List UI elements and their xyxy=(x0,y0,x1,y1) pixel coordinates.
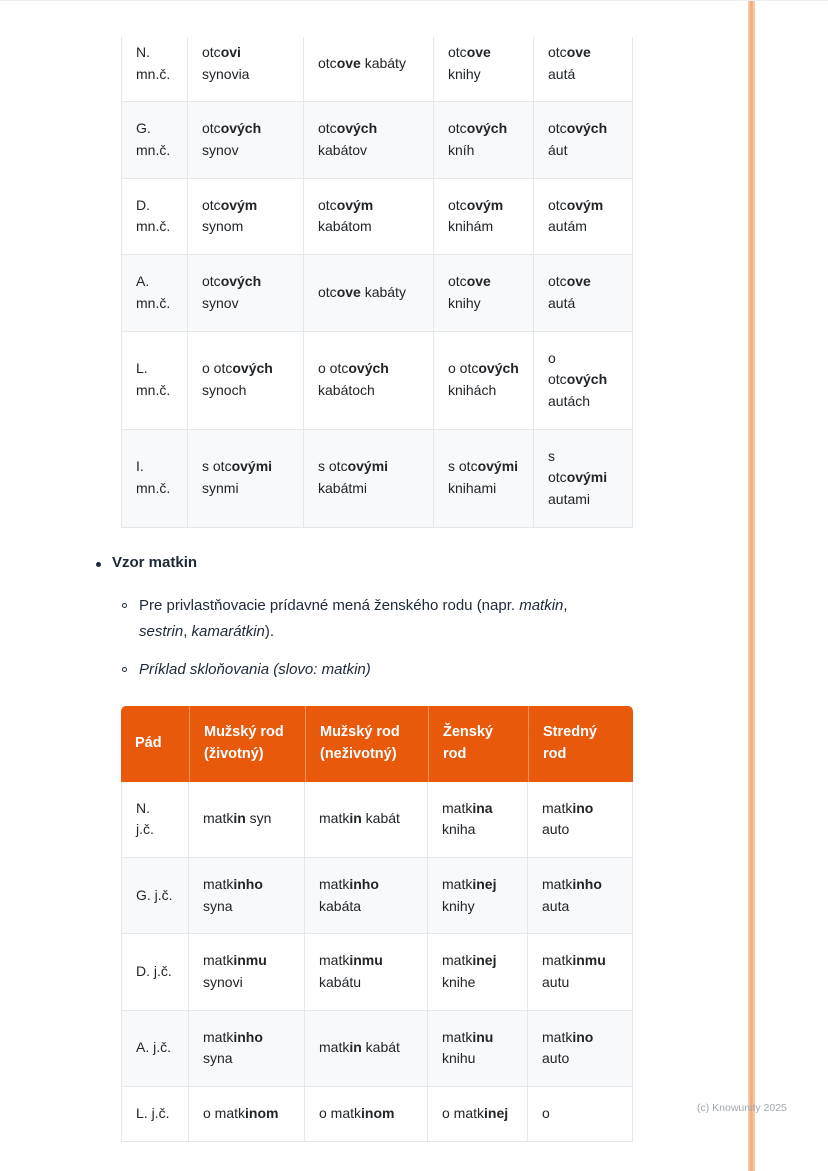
case-label: G. j.č. xyxy=(121,858,189,934)
list-item-text: Pre privlastňovacie prídavné mená ženského rodu (napr. matkin, sestrin, kamarátkin). xyxy=(139,597,568,640)
circle-bullet-icon xyxy=(122,667,127,672)
table-cell: matkin kabát xyxy=(305,1011,428,1087)
table-cell: otcových kníh xyxy=(434,102,534,178)
table-row xyxy=(121,934,633,1010)
table-cell: o otcových synoch xyxy=(188,332,304,430)
column-header-muzsky-nezivotny: Mužský rod (neživotný) xyxy=(305,706,428,782)
case-label: L. mn.č. xyxy=(121,332,188,430)
case-label: D. mn.č. xyxy=(121,179,188,255)
table-row xyxy=(121,37,633,102)
table-cell: s otcovými kabátmi xyxy=(304,430,434,528)
table-cell: o matkinej xyxy=(428,1087,528,1142)
table-row xyxy=(121,782,633,858)
table-cell: matkinu knihu xyxy=(428,1011,528,1087)
table-cell: matkinej knihe xyxy=(428,934,528,1010)
table-cell: matkinho syna xyxy=(189,858,305,934)
table-row xyxy=(121,430,633,528)
list-item-definition xyxy=(122,593,614,644)
declension-table-matkin xyxy=(121,706,633,1142)
table-cell: otcove kabáty xyxy=(304,255,434,331)
table-cell: o matkinom xyxy=(189,1087,305,1142)
table-row xyxy=(121,1011,633,1087)
table-cell: matkinho syna xyxy=(189,1011,305,1087)
table-cell: otcovým kabátom xyxy=(304,179,434,255)
table-cell: o otcových knihách xyxy=(434,332,534,430)
case-label: N. j.č. xyxy=(121,782,189,858)
circle-bullet-icon xyxy=(122,603,127,608)
table-cell: otcove kabáty xyxy=(304,37,434,102)
table-cell: matkinmu autu xyxy=(528,934,633,1010)
bullet-icon xyxy=(96,562,101,567)
table-cell: o otcových kabátoch xyxy=(304,332,434,430)
table-row xyxy=(121,858,633,934)
table-cell: otcových áut xyxy=(534,102,633,178)
table-cell: o matkinom xyxy=(305,1087,428,1142)
table-row xyxy=(121,102,633,178)
sub-bullet-list xyxy=(122,593,614,696)
table-cell: matkinmu kabátu xyxy=(305,934,428,1010)
table-cell: matkinej knihy xyxy=(428,858,528,934)
table-cell: otcovým autám xyxy=(534,179,633,255)
case-label: D. j.č. xyxy=(121,934,189,1010)
table-cell: matkino auto xyxy=(528,1011,633,1087)
table-cell: matkinho auta xyxy=(528,858,633,934)
table-cell: matkinmu synovi xyxy=(189,934,305,1010)
table-cell: s otcovými knihami xyxy=(434,430,534,528)
column-header-muzsky-zivotny: Mužský rod (životný) xyxy=(189,706,305,782)
case-label: L. j.č. xyxy=(121,1087,189,1142)
column-header-zensky: Ženský rod xyxy=(428,706,528,782)
case-label: I. mn.č. xyxy=(121,430,188,528)
copyright-text: (c) Knowunity 2025 xyxy=(697,1102,787,1114)
table-cell: o xyxy=(528,1087,633,1142)
table-cell: otcovi synovia xyxy=(188,37,304,102)
table-row xyxy=(121,255,633,331)
declension-table-otcov xyxy=(121,37,633,528)
table-cell: s otcovými synmi xyxy=(188,430,304,528)
table-cell: otcovým synom xyxy=(188,179,304,255)
case-label: A. j.č. xyxy=(121,1011,189,1087)
table-header-row xyxy=(121,706,633,782)
table-cell: matkin kabát xyxy=(305,782,428,858)
table-cell: otcových synov xyxy=(188,255,304,331)
table-cell: otcove autá xyxy=(534,255,633,331)
table-cell: otcove knihy xyxy=(434,255,534,331)
list-item-example xyxy=(122,657,614,683)
column-header-stredny: Stredný rod xyxy=(528,706,633,782)
table-cell: otcove autá xyxy=(534,37,633,102)
list-item-vzor-matkin xyxy=(96,554,197,571)
table-cell: matkin syn xyxy=(189,782,305,858)
page-edge-highlight-stripe xyxy=(748,1,755,1171)
table-cell: o otcových autách xyxy=(534,332,633,430)
case-label: A. mn.č. xyxy=(121,255,188,331)
table-cell: otcových synov xyxy=(188,102,304,178)
column-header-pad: Pád xyxy=(121,706,189,782)
list-item-text: Príklad skloňovania (slovo: matkin) xyxy=(139,661,371,678)
table-cell: matkinho kabáta xyxy=(305,858,428,934)
table-cell: otcových kabátov xyxy=(304,102,434,178)
section-title: Vzor matkin xyxy=(112,554,198,571)
table-cell: otcovým knihám xyxy=(434,179,534,255)
table-cell: matkino auto xyxy=(528,782,633,858)
case-label: G. mn.č. xyxy=(121,102,188,178)
table-row xyxy=(121,1087,633,1142)
table-row xyxy=(121,179,633,255)
table-row xyxy=(121,332,633,430)
case-label: N. mn.č. xyxy=(121,37,188,102)
table-cell: matkina kniha xyxy=(428,782,528,858)
table-cell: otcove knihy xyxy=(434,37,534,102)
table-cell: s otcovými autami xyxy=(534,430,633,528)
